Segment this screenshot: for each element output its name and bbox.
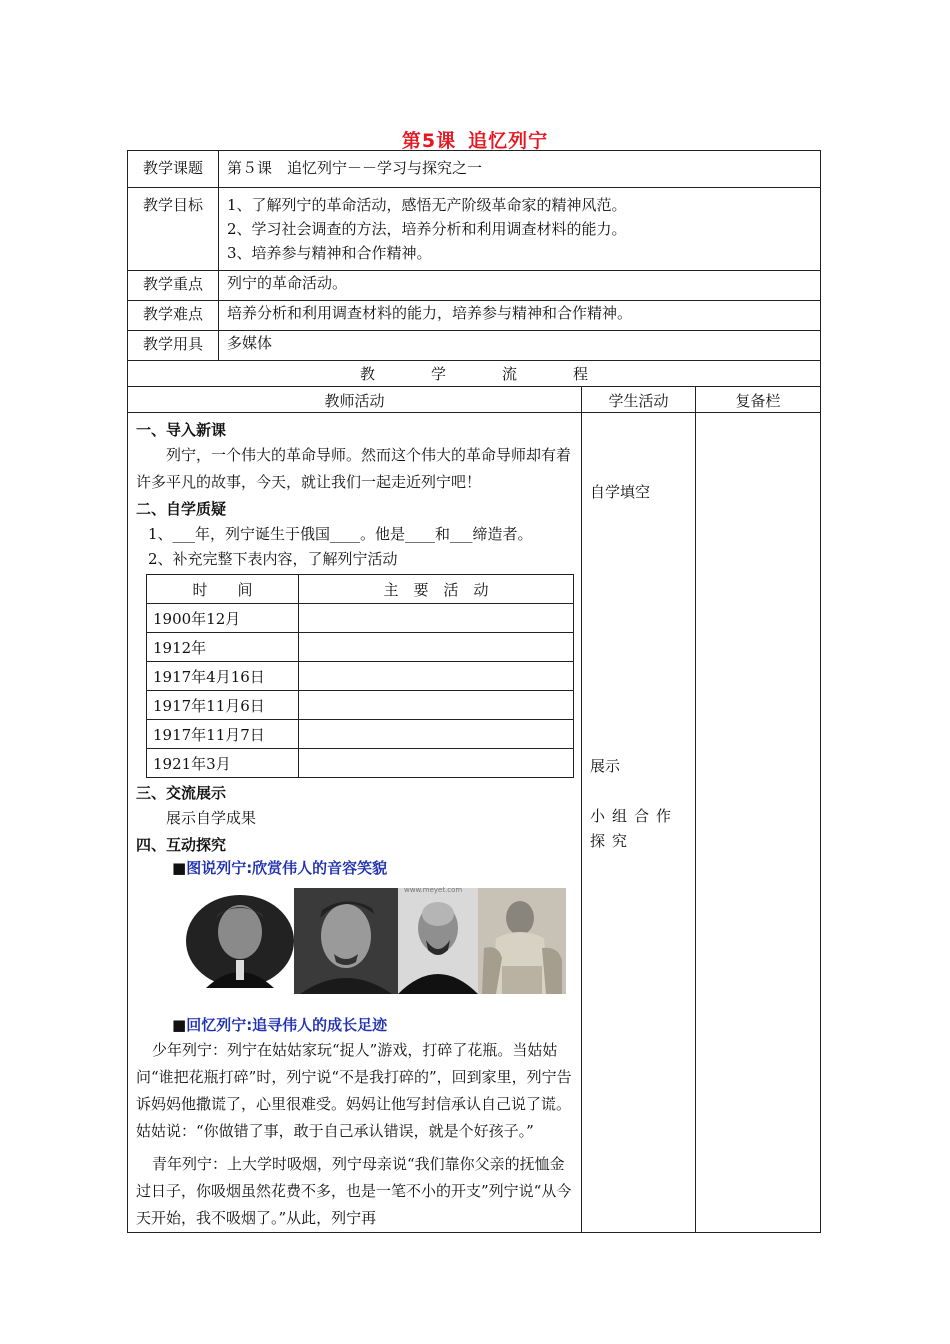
blank-cell[interactable] xyxy=(299,691,574,720)
photo-elder-lenin xyxy=(404,886,566,994)
story-paragraph: 少年列宁：列宁在姑姑家玩“捉人”游戏，打碎了花瓶。当姑姑问“谁把花瓶打碎”时，列宁说“不是我打碎的”，回到家里，列宁告诉妈妈他撒谎了，心里很难受。妈妈让他写封信承认自己说了谎。姑姑说：“你做错了事，敢于自己承认错误，就是个好孩子。” xyxy=(136,1041,572,1140)
blank-cell[interactable] xyxy=(299,662,574,691)
section-title: 二、自学质疑 xyxy=(136,500,227,518)
lesson-plan-table xyxy=(127,150,821,1233)
table-row: 1921年3月 xyxy=(147,749,574,778)
table-header: 主 要 活 动 xyxy=(299,575,574,604)
table-row: 1917年11月6日 xyxy=(147,691,574,720)
row-value: 第５课 追忆列宁－－学习与探究之一 xyxy=(219,151,821,188)
table-row: 1900年12月 xyxy=(147,604,574,633)
table-row: 1912年 xyxy=(147,633,574,662)
subsection-title: ■图说列宁:欣赏伟人的音容笑貌 xyxy=(172,859,388,877)
blank-cell[interactable] xyxy=(299,720,574,749)
col-teacher: 教师活动 xyxy=(128,387,582,413)
row-value: 1、了解列宁的革命活动，感悟无产阶级革命家的精神风范。 2、学习社会调查的方法，培养分析和利用调查材料的能力。 3、培养参与精神和合作精神。 xyxy=(219,188,821,271)
paragraph: 列宁，一个伟大的革命导师。然而这个伟大的革命导师却有着许多平凡的故事，今天，就让我们一起走近列宁吧！ xyxy=(136,446,572,491)
row-label: 教学用具 xyxy=(128,331,219,361)
row-value: 培养分析和利用调查材料的能力，培养参与精神和合作精神。 xyxy=(219,301,821,331)
section-title: 一、导入新课 xyxy=(136,421,227,439)
review-column xyxy=(696,413,821,1233)
teacher-activity xyxy=(128,413,582,1233)
fill-blank-question: 1、___年，列宁诞生于俄国____。他是____和___缔造者。 xyxy=(148,525,533,543)
col-review: 复备栏 xyxy=(696,387,821,413)
student-note: 展示 xyxy=(590,757,621,775)
photo-watermark: www.meyet.com xyxy=(404,886,463,894)
content-row xyxy=(128,413,821,1233)
subsection-title: ■回忆列宁:追寻伟人的成长足迹 xyxy=(172,1016,388,1034)
photo-leader-lenin xyxy=(398,888,478,994)
column-header-row xyxy=(128,387,821,413)
paragraph: 展示自学成果 xyxy=(166,809,257,827)
photo-young-lenin xyxy=(186,888,294,994)
blank-cell[interactable] xyxy=(299,604,574,633)
info-row xyxy=(128,331,821,361)
section-title: 三、交流展示 xyxy=(136,784,227,802)
student-note: 小组合作探究 xyxy=(590,807,679,850)
blank-cell[interactable] xyxy=(299,749,574,778)
row-label: 教学重点 xyxy=(128,271,219,301)
flow-header: 教 学 流 程 xyxy=(128,361,821,387)
col-student: 学生活动 xyxy=(582,387,696,413)
info-row xyxy=(128,188,821,271)
table-row: 1917年4月16日 xyxy=(147,662,574,691)
lenin-photos xyxy=(186,888,573,996)
activity-table xyxy=(146,574,574,778)
row-label: 教学目标 xyxy=(128,188,219,271)
table-row: 1917年11月7日 xyxy=(147,720,574,749)
paragraph: 2、补充完整下表内容，了解列宁活动 xyxy=(148,550,398,568)
table-header: 时 间 xyxy=(147,575,299,604)
info-row xyxy=(128,301,821,331)
blank-cell[interactable] xyxy=(299,633,574,662)
row-label: 教学难点 xyxy=(128,301,219,331)
row-value: 列宁的革命活动。 xyxy=(219,271,821,301)
photo-student-lenin xyxy=(294,888,398,994)
story-paragraph: 青年列宁：上大学时吸烟，列宁母亲说“我们靠你父亲的抚恤金过日子，你吸烟虽然花费不多，也是一笔不小的开支”列宁说“从今天开始，我不吸烟了。”从此，列宁再 xyxy=(136,1155,572,1227)
row-label: 教学课题 xyxy=(128,151,219,188)
row-value: 多媒体 xyxy=(219,331,821,361)
student-activity xyxy=(582,413,696,1233)
section-title: 四、互动探究 xyxy=(136,836,227,854)
info-row xyxy=(128,271,821,301)
student-note: 自学填空 xyxy=(590,483,651,501)
page-title: 第5课 追忆列宁 xyxy=(401,130,549,152)
info-row xyxy=(128,151,821,188)
